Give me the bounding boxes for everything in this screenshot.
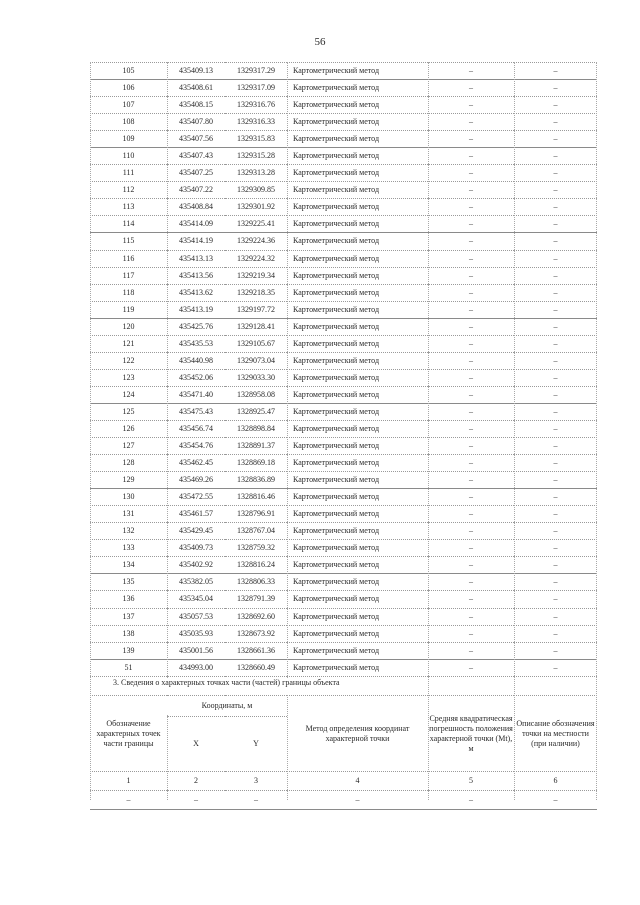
description-cell: – (514, 318, 597, 335)
point-number: 139 (90, 642, 167, 659)
point-number: 131 (90, 506, 167, 523)
coord-x: 435475.43 (167, 403, 225, 420)
description-cell: – (514, 386, 597, 403)
description-cell: – (514, 335, 597, 352)
method-cell: Картометрический метод (287, 625, 428, 642)
coord-x: 435408.84 (167, 199, 225, 216)
method-cell: Картометрический метод (287, 642, 428, 659)
point-number: 113 (90, 199, 167, 216)
point-number: 128 (90, 455, 167, 472)
description-cell: – (514, 250, 597, 267)
header-coordinates: Координаты, м (167, 696, 287, 717)
error-cell: – (428, 148, 514, 165)
point-number: 123 (90, 369, 167, 386)
point-number: 115 (90, 233, 167, 250)
coord-y: 1329316.33 (225, 114, 287, 131)
error-cell: – (428, 403, 514, 420)
point-number: 109 (90, 131, 167, 148)
method-cell: Картометрический метод (287, 489, 428, 506)
coord-x: 435413.62 (167, 284, 225, 301)
coord-y: 1329033.30 (225, 369, 287, 386)
column-guide (514, 62, 515, 800)
empty-cell: – (428, 791, 514, 810)
coord-x: 435471.40 (167, 386, 225, 403)
description-cell: – (514, 267, 597, 284)
coord-x: 435414.09 (167, 216, 225, 233)
method-cell: Картометрический метод (287, 63, 428, 80)
method-cell: Картометрический метод (287, 472, 428, 489)
method-cell: Картометрический метод (287, 659, 428, 676)
description-cell: – (514, 131, 597, 148)
col-number: 3 (225, 772, 287, 791)
error-cell: – (428, 625, 514, 642)
method-cell: Картометрический метод (287, 335, 428, 352)
empty-cell: – (90, 791, 167, 810)
coord-x: 434993.00 (167, 659, 225, 676)
empty-cell: – (514, 791, 597, 810)
coord-x: 435001.56 (167, 642, 225, 659)
page-number: 56 (314, 36, 326, 48)
coord-y: 1329301.92 (225, 199, 287, 216)
error-cell: – (428, 335, 514, 352)
coord-x: 435409.13 (167, 63, 225, 80)
coord-y: 1329317.09 (225, 80, 287, 97)
description-cell: – (514, 574, 597, 591)
coord-y: 1328767.04 (225, 523, 287, 540)
point-number: 116 (90, 250, 167, 267)
point-number: 51 (90, 659, 167, 676)
description-cell: – (514, 352, 597, 369)
coord-x: 435407.43 (167, 148, 225, 165)
description-cell: – (514, 284, 597, 301)
coord-x: 435413.56 (167, 267, 225, 284)
coord-y: 1329225.41 (225, 216, 287, 233)
description-cell: – (514, 523, 597, 540)
coord-x: 435414.19 (167, 233, 225, 250)
point-number: 112 (90, 182, 167, 199)
method-cell: Картометрический метод (287, 284, 428, 301)
description-cell: – (514, 642, 597, 659)
description-cell: – (514, 403, 597, 420)
coord-x: 435382.05 (167, 574, 225, 591)
col-number: 6 (514, 772, 597, 791)
column-guide (167, 62, 168, 678)
method-cell: Картометрический метод (287, 267, 428, 284)
error-cell: – (428, 369, 514, 386)
error-cell: – (428, 182, 514, 199)
header-x: X (167, 717, 225, 772)
description-cell: – (514, 472, 597, 489)
description-cell: – (514, 182, 597, 199)
coord-y: 1328806.33 (225, 574, 287, 591)
method-cell: Картометрический метод (287, 131, 428, 148)
coord-y: 1328836.89 (225, 472, 287, 489)
error-cell: – (428, 199, 514, 216)
error-cell: – (428, 489, 514, 506)
method-cell: Картометрический метод (287, 80, 428, 97)
coord-y: 1329219.34 (225, 267, 287, 284)
coord-y: 1328759.32 (225, 540, 287, 557)
error-cell: – (428, 420, 514, 437)
point-number: 132 (90, 523, 167, 540)
description-cell: – (514, 301, 597, 318)
error-cell: – (428, 523, 514, 540)
error-cell: – (428, 233, 514, 250)
description-cell: – (514, 420, 597, 437)
method-cell: Картометрический метод (287, 216, 428, 233)
empty-cell: – (167, 791, 225, 810)
coord-x: 435035.93 (167, 625, 225, 642)
coord-x: 435472.55 (167, 489, 225, 506)
coord-x: 435452.06 (167, 369, 225, 386)
description-cell: – (514, 97, 597, 114)
method-cell: Картометрический метод (287, 114, 428, 131)
coord-y: 1329073.04 (225, 352, 287, 369)
coord-y: 1328661.36 (225, 642, 287, 659)
coord-x: 435435.53 (167, 335, 225, 352)
method-cell: Картометрический метод (287, 250, 428, 267)
description-cell: – (514, 455, 597, 472)
empty-cell: – (225, 791, 287, 810)
coord-y: 1328673.92 (225, 625, 287, 642)
coord-y: 1329224.36 (225, 233, 287, 250)
method-cell: Картометрический метод (287, 591, 428, 608)
description-cell: – (514, 506, 597, 523)
coord-x: 435408.61 (167, 80, 225, 97)
point-number: 124 (90, 386, 167, 403)
coord-y: 1329317.29 (225, 63, 287, 80)
point-number: 138 (90, 625, 167, 642)
error-cell: – (428, 284, 514, 301)
method-cell: Картометрический метод (287, 403, 428, 420)
header-designation: Обозначение характерных точек части границы (90, 696, 167, 772)
coord-x: 435345.04 (167, 591, 225, 608)
point-number: 107 (90, 97, 167, 114)
error-cell: – (428, 63, 514, 80)
column-guide (287, 695, 288, 800)
point-number: 125 (90, 403, 167, 420)
coord-x: 435440.98 (167, 352, 225, 369)
error-cell: – (428, 216, 514, 233)
error-cell: – (428, 318, 514, 335)
description-cell: – (514, 233, 597, 250)
coord-y: 1329309.85 (225, 182, 287, 199)
point-number: 135 (90, 574, 167, 591)
coord-x: 435429.45 (167, 523, 225, 540)
error-cell: – (428, 472, 514, 489)
point-number: 117 (90, 267, 167, 284)
error-cell: – (428, 97, 514, 114)
description-cell: – (514, 489, 597, 506)
coord-y: 1328925.47 (225, 403, 287, 420)
method-cell: Картометрический метод (287, 386, 428, 403)
point-number: 137 (90, 608, 167, 625)
coord-x: 435461.57 (167, 506, 225, 523)
coord-x: 435425.76 (167, 318, 225, 335)
method-cell: Картометрический метод (287, 506, 428, 523)
description-cell: – (514, 148, 597, 165)
error-cell: – (428, 506, 514, 523)
error-cell: – (428, 250, 514, 267)
error-cell: – (428, 642, 514, 659)
coord-x: 435413.13 (167, 250, 225, 267)
method-cell: Картометрический метод (287, 233, 428, 250)
error-cell: – (428, 267, 514, 284)
error-cell: – (428, 608, 514, 625)
description-cell: – (514, 369, 597, 386)
point-number: 120 (90, 318, 167, 335)
description-cell: – (514, 438, 597, 455)
point-number: 126 (90, 420, 167, 437)
coord-x: 435057.53 (167, 608, 225, 625)
coord-y: 1328816.46 (225, 489, 287, 506)
col-number: 5 (428, 772, 514, 791)
column-guide (287, 62, 288, 678)
coord-y: 1329197.72 (225, 301, 287, 318)
empty-cell: – (287, 791, 428, 810)
point-number: 118 (90, 284, 167, 301)
coord-y: 1329105.67 (225, 335, 287, 352)
method-cell: Картометрический метод (287, 165, 428, 182)
method-cell: Картометрический метод (287, 318, 428, 335)
column-guide (90, 62, 91, 800)
point-number: 134 (90, 557, 167, 574)
coord-x: 435469.26 (167, 472, 225, 489)
col-number: 2 (167, 772, 225, 791)
description-cell: – (514, 591, 597, 608)
coord-x: 435409.73 (167, 540, 225, 557)
description-cell: – (514, 80, 597, 97)
method-cell: Картометрический метод (287, 369, 428, 386)
description-cell: – (514, 608, 597, 625)
header-method: Метод определения координат характерной точки (287, 696, 428, 772)
header-description: Описание обозначения точки на местности (при наличии) (514, 696, 597, 772)
method-cell: Картометрический метод (287, 182, 428, 199)
coord-x: 435402.92 (167, 557, 225, 574)
description-cell: – (514, 199, 597, 216)
coord-y: 1328796.91 (225, 506, 287, 523)
method-cell: Картометрический метод (287, 148, 428, 165)
col-number: 4 (287, 772, 428, 791)
coord-y: 1328958.08 (225, 386, 287, 403)
method-cell: Картометрический метод (287, 557, 428, 574)
point-number: 111 (90, 165, 167, 182)
method-cell: Картометрический метод (287, 420, 428, 437)
coord-x: 435408.15 (167, 97, 225, 114)
error-cell: – (428, 438, 514, 455)
description-cell: – (514, 540, 597, 557)
column-guide (596, 62, 597, 800)
method-cell: Картометрический метод (287, 608, 428, 625)
error-cell: – (428, 455, 514, 472)
coord-y: 1329316.76 (225, 97, 287, 114)
description-cell: – (514, 659, 597, 676)
error-cell: – (428, 540, 514, 557)
point-number: 119 (90, 301, 167, 318)
error-cell: – (428, 352, 514, 369)
point-number: 108 (90, 114, 167, 131)
point-number: 121 (90, 335, 167, 352)
coord-x: 435407.80 (167, 114, 225, 131)
coord-y: 1328891.37 (225, 438, 287, 455)
description-cell: – (514, 165, 597, 182)
error-cell: – (428, 386, 514, 403)
coord-x: 435454.76 (167, 438, 225, 455)
column-guide (428, 62, 429, 800)
coord-y: 1328898.84 (225, 420, 287, 437)
error-cell: – (428, 301, 514, 318)
error-cell: – (428, 557, 514, 574)
method-cell: Картометрический метод (287, 352, 428, 369)
method-cell: Картометрический метод (287, 199, 428, 216)
point-number: 130 (90, 489, 167, 506)
coord-y: 1329218.35 (225, 284, 287, 301)
coord-y: 1328692.60 (225, 608, 287, 625)
coord-y: 1329128.41 (225, 318, 287, 335)
coord-y: 1329315.83 (225, 131, 287, 148)
point-number: 136 (90, 591, 167, 608)
description-cell: – (514, 114, 597, 131)
method-cell: Картометрический метод (287, 455, 428, 472)
point-number: 122 (90, 352, 167, 369)
error-cell: – (428, 80, 514, 97)
header-error: Средняя квадратическая погрешность положения характерной точки (Мt), м (428, 696, 514, 772)
coord-y: 1329313.28 (225, 165, 287, 182)
coord-y: 1328660.49 (225, 659, 287, 676)
error-cell: – (428, 574, 514, 591)
error-cell: – (428, 659, 514, 676)
coord-y: 1328816.24 (225, 557, 287, 574)
point-number: 129 (90, 472, 167, 489)
coord-x: 435462.45 (167, 455, 225, 472)
description-cell: – (514, 557, 597, 574)
coord-x: 435456.74 (167, 420, 225, 437)
error-cell: – (428, 114, 514, 131)
error-cell: – (428, 591, 514, 608)
point-number: 110 (90, 148, 167, 165)
method-cell: Картометрический метод (287, 574, 428, 591)
coord-y: 1328869.18 (225, 455, 287, 472)
coord-x: 435407.56 (167, 131, 225, 148)
coord-x: 435407.22 (167, 182, 225, 199)
description-cell: – (514, 625, 597, 642)
coord-y: 1328791.39 (225, 591, 287, 608)
coord-y: 1329315.28 (225, 148, 287, 165)
description-cell: – (514, 216, 597, 233)
method-cell: Картометрический метод (287, 438, 428, 455)
point-number: 114 (90, 216, 167, 233)
column-guide (167, 715, 168, 800)
header-y: Y (225, 717, 287, 772)
section-3-title: 3. Сведения о характерных точках части (частей) границы объекта (113, 678, 340, 687)
coord-y: 1329224.32 (225, 250, 287, 267)
coord-x: 435407.25 (167, 165, 225, 182)
coord-x: 435413.19 (167, 301, 225, 318)
point-number: 106 (90, 80, 167, 97)
col-number: 1 (90, 772, 167, 791)
error-cell: – (428, 131, 514, 148)
method-cell: Картометрический метод (287, 97, 428, 114)
error-cell: – (428, 165, 514, 182)
method-cell: Картометрический метод (287, 540, 428, 557)
description-cell: – (514, 63, 597, 80)
point-number: 133 (90, 540, 167, 557)
method-cell: Картометрический метод (287, 523, 428, 540)
method-cell: Картометрический метод (287, 301, 428, 318)
point-number: 127 (90, 438, 167, 455)
point-number: 105 (90, 63, 167, 80)
